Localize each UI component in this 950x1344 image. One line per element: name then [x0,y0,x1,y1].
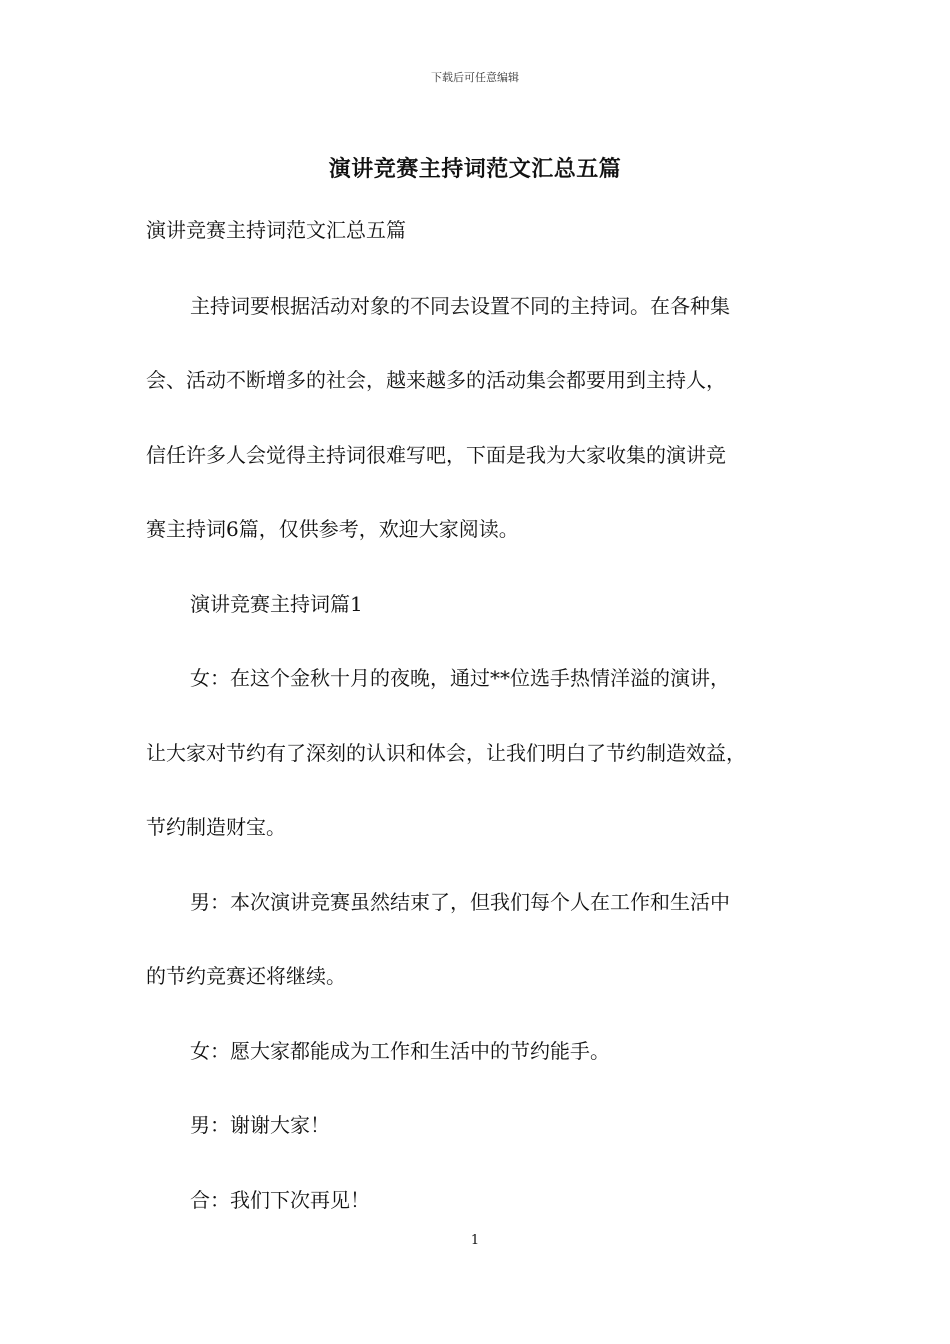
paragraph-line: 节约制造财宝。 [146,815,286,839]
paragraph-line: 合：我们下次再见！ [190,1188,370,1212]
paragraph-line: 女：在这个金秋十月的夜晚，通过**位选手热情洋溢的演讲， [190,666,730,690]
header-note: 下载后可任意编辑 [431,71,519,84]
section-heading: 演讲竞赛主持词篇1 [190,592,363,616]
paragraph-line: 男：本次演讲竞赛虽然结束了，但我们每个人在工作和生活中 [190,890,730,914]
document-title: 演讲竞赛主持词范文汇总五篇 [328,156,622,182]
page-number: 1 [470,1233,480,1248]
paragraph-line: 主持词要根据活动对象的不同去设置不同的主持词。在各种集 [190,294,730,318]
paragraph-line: 女：愿大家都能成为工作和生活中的节约能手。 [190,1039,610,1063]
paragraph-line: 会、活动不断增多的社会，越来越多的活动集会都要用到主持人， [146,368,726,392]
subtitle-line: 演讲竞赛主持词范文汇总五篇 [146,218,406,242]
paragraph-line: 信任许多人会觉得主持词很难写吧，下面是我为大家收集的演讲竞 [146,443,726,467]
paragraph-line: 的节约竞赛还将继续。 [146,964,346,988]
paragraph-line: 赛主持词6篇，仅供参考，欢迎大家阅读。 [146,517,519,541]
paragraph-line: 让大家对节约有了深刻的认识和体会，让我们明白了节约制造效益， [146,741,746,765]
paragraph-line: 男：谢谢大家！ [190,1113,330,1137]
